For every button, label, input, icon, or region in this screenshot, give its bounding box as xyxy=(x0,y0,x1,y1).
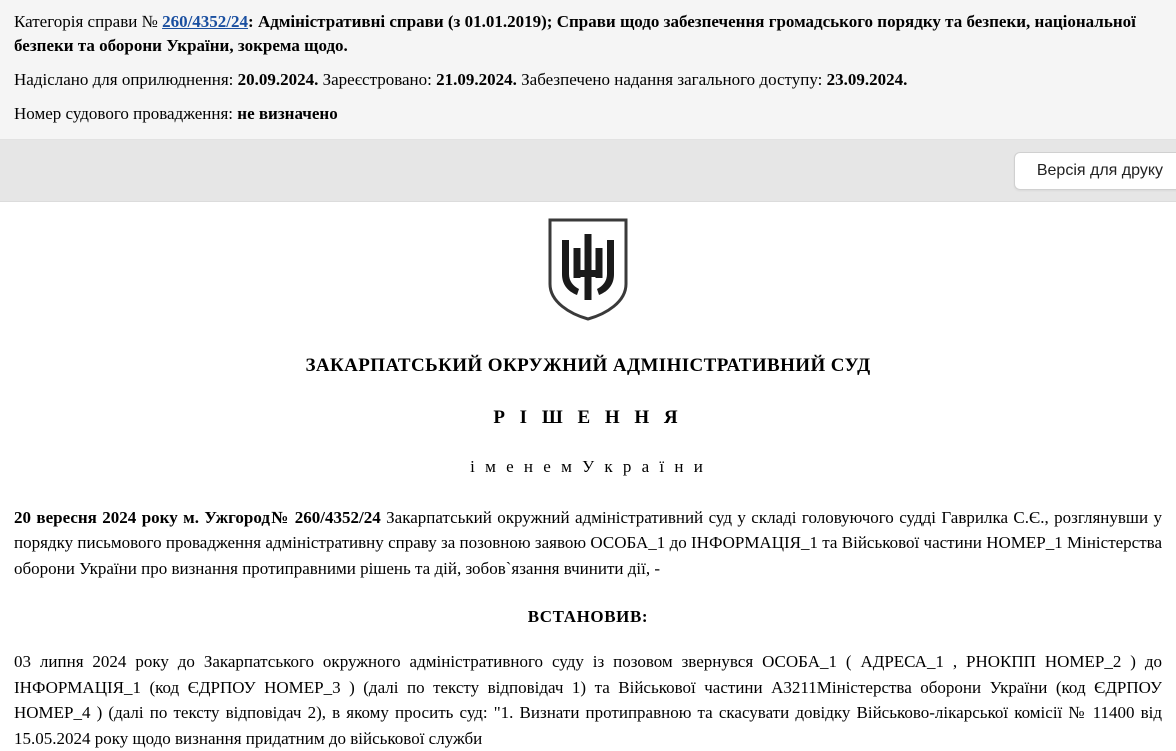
publication-dates-line xyxy=(14,68,1162,92)
case-category-value: : Адміністративні справи (з 01.01.2019); Справи щодо забезпечення громадського порядку та безпеки, національної безпеки та оборони України, зокрема щодо. xyxy=(14,12,1136,55)
registered-date: 21.09.2024. xyxy=(436,70,517,89)
body-paragraph: 03 липня 2024 року до Закарпатського окружного адміністративного суду із позовом звернувся ОСОБА_1 ( АДРЕСА_1 , РНОКПП НОМЕР_2 ) до ІНФОРМАЦІЯ_1 (код ЄДРПОУ НОМЕР_3 ) (далі по тексту відповідач 1) та Військової частини А3211Міністерства оборони України (код ЄДРПОУ НОМЕР_4 ) (далі по тексту відповідач 2), в якому просить суд: "1. Визнати протиправною та скасувати довідку Військово-лікарської комісії № 11400 від 15.05.2024 року щодо визнання придатним до військової служби xyxy=(14,649,1162,751)
ukraine-trident-emblem-icon xyxy=(546,218,630,322)
case-meta-block xyxy=(0,0,1176,140)
in-name-of-ukraine: і м е н е м У к р а ї н и xyxy=(14,457,1162,477)
proceeding-number-value: не визначено xyxy=(237,104,337,123)
registered-label: Зареєстровано: xyxy=(318,70,436,89)
print-toolbar xyxy=(0,140,1176,202)
court-name: ЗАКАРПАТСЬКИЙ ОКРУЖНИЙ АДМІНІСТРАТИВНИЙ СУД xyxy=(14,355,1162,377)
established-heading: ВСТАНОВИВ: xyxy=(14,607,1162,627)
proceeding-number-line xyxy=(14,102,1162,126)
case-number-link[interactable]: 260/4352/24 xyxy=(162,12,248,31)
intro-paragraph xyxy=(14,505,1162,582)
intro-date-place: 20 вересня 2024 року м. Ужгород№ 260/4352/24 xyxy=(14,508,381,527)
decision-heading: Р І Ш Е Н Н Я xyxy=(14,407,1162,429)
print-version-button[interactable]: Версія для друку xyxy=(1014,152,1176,190)
intro-text: Закарпатський окружний адміністративний суд у складі головуючого судді Гаврилка С.Є., розглянувши у порядку письмового провадження адміністративну справу за позовною заявою ОСОБА_1 до ІНФОРМАЦІЯ_1 та Військової частини НОМЕР_1 Міністерства оборони України про визнання протиправними рішень та дій, зобов`язання вчинити дії, - xyxy=(14,508,1162,578)
emblem-container xyxy=(14,216,1162,337)
public-access-date: 23.09.2024. xyxy=(827,70,908,89)
case-category-line xyxy=(14,10,1162,58)
submitted-label: Надіслано для оприлюднення: xyxy=(14,70,238,89)
proceeding-number-label: Номер судового провадження: xyxy=(14,104,237,123)
public-access-label: Забезпечено надання загального доступу: xyxy=(517,70,827,89)
submitted-date: 20.09.2024. xyxy=(238,70,319,89)
document-body xyxy=(0,202,1176,751)
case-category-label: Категорія справи № xyxy=(14,12,162,31)
